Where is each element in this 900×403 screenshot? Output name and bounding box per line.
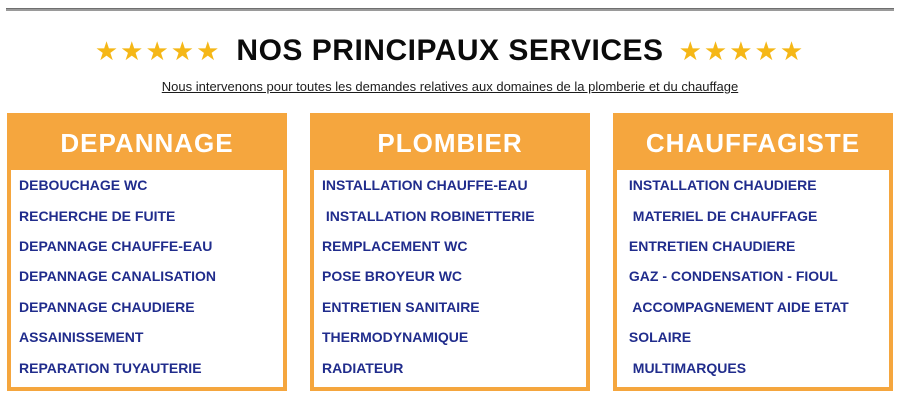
- column-body: [11, 170, 283, 383]
- service-item[interactable]: THERMODYNAMIQUE: [322, 329, 469, 346]
- service-item[interactable]: RECHERCHE DE FUITE: [19, 207, 176, 224]
- service-item[interactable]: ACCOMPAGNEMENT AIDE ETAT: [625, 298, 849, 315]
- star-icon: ★: [779, 36, 806, 66]
- service-item[interactable]: RADIATEUR: [322, 359, 404, 376]
- service-item[interactable]: POSE BROYEUR WC: [322, 268, 463, 285]
- service-item[interactable]: INSTALLATION CHAUDIERE: [625, 177, 817, 194]
- star-icon: ★: [94, 36, 121, 66]
- service-item[interactable]: ASSAINISSEMENT: [19, 329, 144, 346]
- service-item[interactable]: MULTIMARQUES: [625, 359, 747, 376]
- service-item[interactable]: GAZ - CONDENSATION - FIOUL: [625, 268, 838, 285]
- service-item[interactable]: DEBOUCHAGE WC: [19, 177, 148, 194]
- service-column-plombier: [310, 113, 590, 391]
- service-item[interactable]: REMPLACEMENT WC: [322, 238, 468, 255]
- column-header: CHAUFFAGISTE: [617, 117, 889, 170]
- service-column-chauffagiste: [613, 113, 893, 391]
- service-item[interactable]: ENTRETIEN CHAUDIERE: [625, 238, 796, 255]
- column-body: [617, 170, 889, 383]
- star-icon: ★: [145, 36, 171, 66]
- column-body: [314, 170, 586, 383]
- service-item[interactable]: ENTRETIEN SANITAIRE: [322, 298, 480, 315]
- star-icon: ★: [754, 36, 780, 66]
- top-divider: [6, 8, 894, 11]
- service-item[interactable]: MATERIEL DE CHAUFFAGE: [625, 207, 818, 224]
- service-item[interactable]: DEPANNAGE CHAUDIERE: [19, 298, 195, 315]
- service-item[interactable]: INSTALLATION ROBINETTERIE: [322, 207, 535, 224]
- service-column-depannage: [7, 113, 287, 391]
- title-row: [0, 34, 900, 68]
- star-rating-left: [95, 38, 222, 64]
- service-columns: [7, 113, 893, 391]
- service-item[interactable]: REPARATION TUYAUTERIE: [19, 359, 202, 376]
- star-icon: ★: [120, 36, 146, 66]
- star-icon: ★: [196, 36, 222, 66]
- service-item[interactable]: DEPANNAGE CHAUFFE-EAU: [19, 238, 213, 255]
- star-icon: ★: [729, 36, 755, 66]
- intro-link[interactable]: Nous intervenons pour toutes les demandes relatives aux domaines de la plomberie et du chauffage: [161, 79, 739, 94]
- star-icon: ★: [678, 36, 704, 66]
- service-item[interactable]: INSTALLATION CHAUFFE-EAU: [322, 177, 528, 194]
- subtitle-row: [0, 78, 900, 96]
- column-header: DEPANNAGE: [11, 117, 283, 170]
- page-title: NOS PRINCIPAUX SERVICES: [236, 34, 664, 67]
- star-icon: ★: [170, 36, 197, 66]
- column-header: PLOMBIER: [314, 117, 586, 170]
- star-rating-right: [679, 38, 806, 64]
- star-icon: ★: [703, 36, 730, 66]
- service-item[interactable]: DEPANNAGE CANALISATION: [19, 268, 217, 285]
- service-item[interactable]: SOLAIRE: [625, 329, 692, 346]
